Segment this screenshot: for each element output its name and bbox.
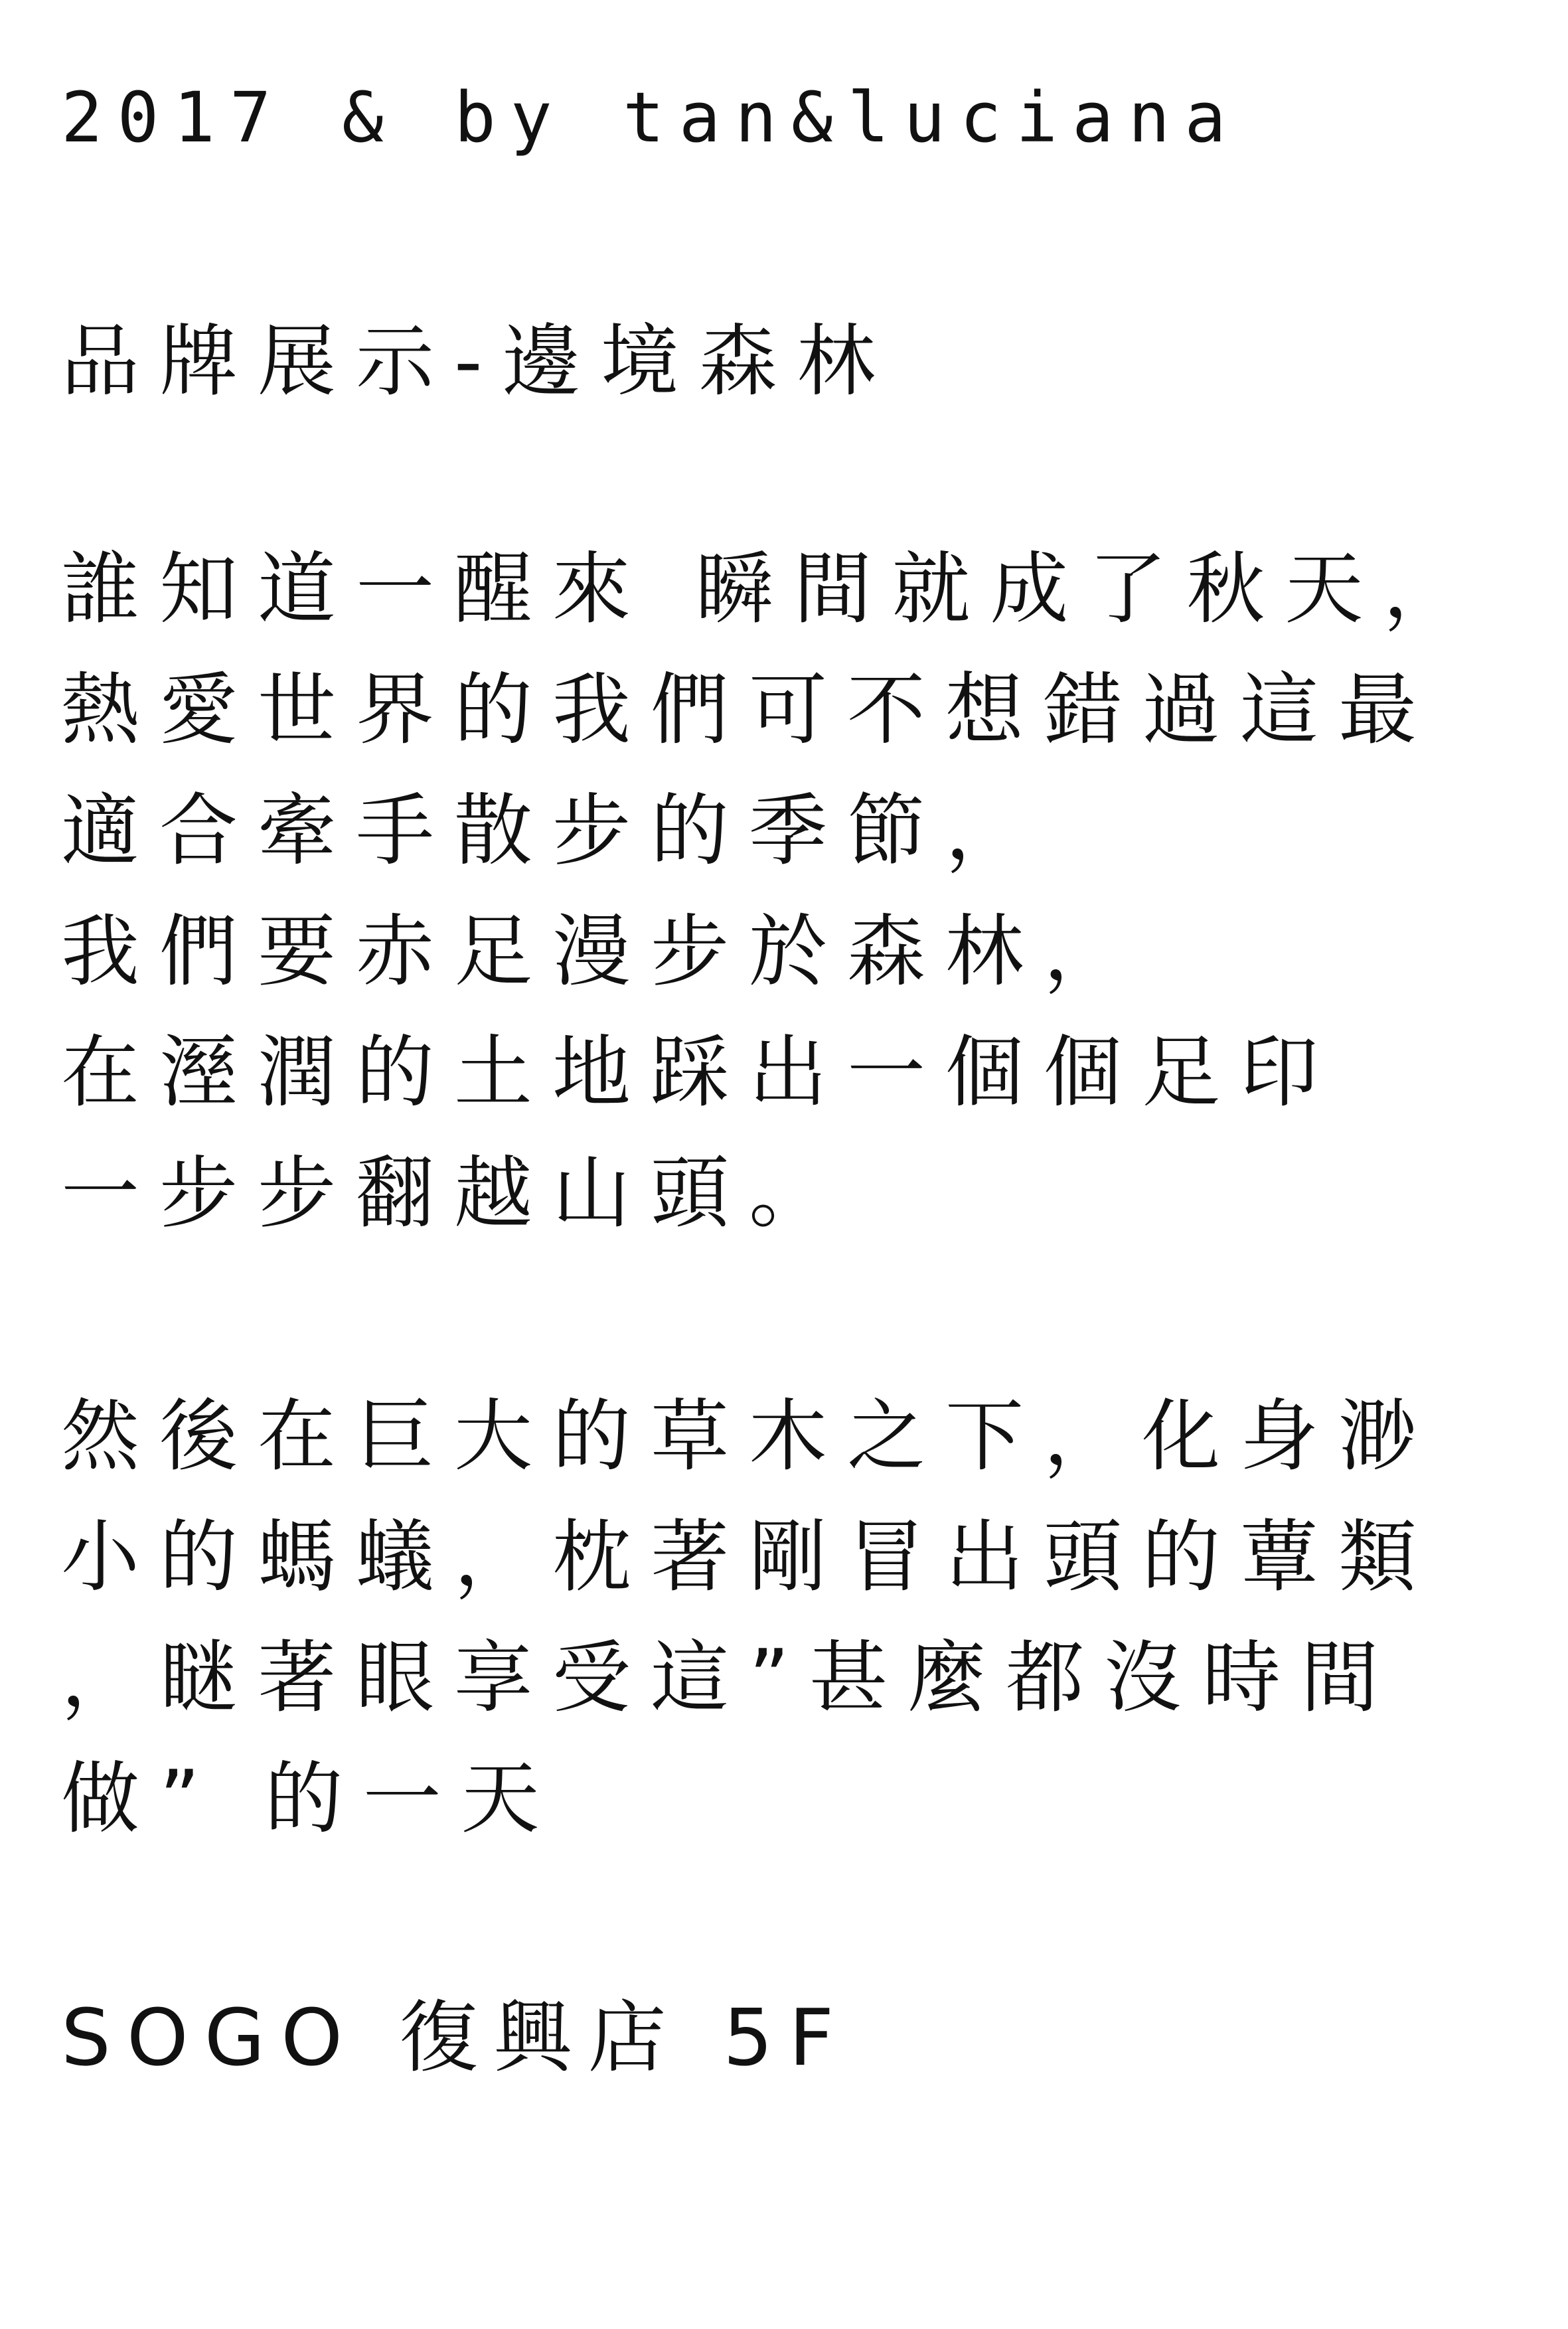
document-title: 品牌展示-邊境森林	[61, 315, 896, 407]
text-line: 然後在巨大的草木之下，化身渺	[61, 1390, 1437, 1482]
credit-line: 2017 & by tan&luciana	[61, 77, 1241, 158]
text-line: 做” 的一天	[61, 1753, 560, 1844]
text-line: 小的螞蟻，枕著剛冒出頭的蕈類	[61, 1511, 1437, 1603]
text-line: 在溼潤的土地踩出一個個足印	[61, 1026, 1339, 1118]
text-line: 一步步翻越山頭。	[61, 1147, 848, 1239]
text-line: 熱愛世界的我們可不想錯過這最	[61, 664, 1437, 756]
text-line: 誰知道一醒來 瞬間就成了秋天，	[61, 543, 1482, 635]
text-line: 我們要赤足漫步於森林，	[61, 906, 1142, 997]
text-line: ，瞇著眼享受這”甚麼都沒時間	[61, 1632, 1399, 1724]
text-line: 適合牽手散步的季節，	[61, 785, 1044, 876]
location-line: SOGO 復興店 5F	[61, 1992, 850, 2083]
